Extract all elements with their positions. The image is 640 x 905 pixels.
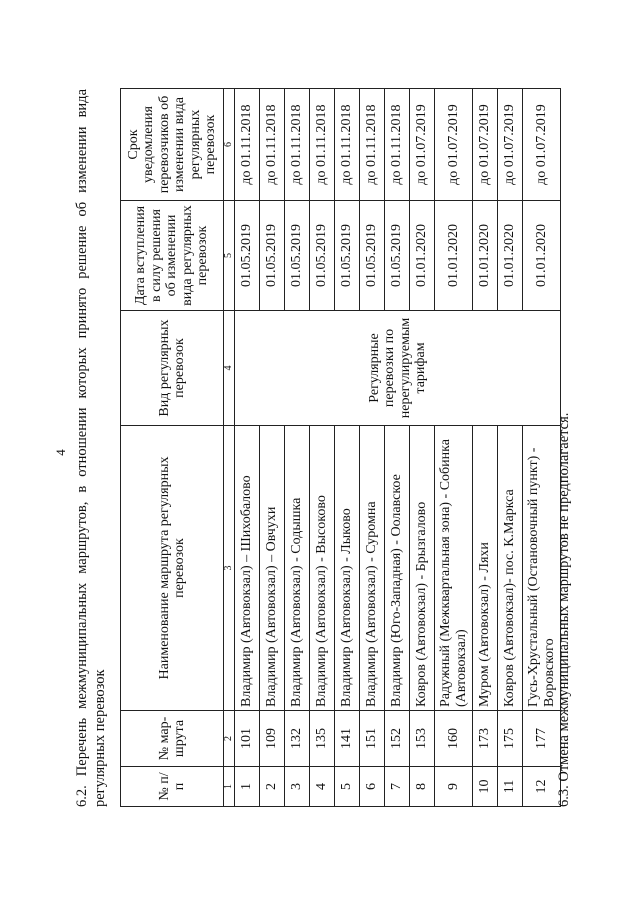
intro-line-1: 6.2. Перечень межмуниципальных маршрутов, в отношении которых принято решение об изменении вида bbox=[74, 89, 90, 807]
cell-deadline: до 01.11.2018 bbox=[335, 89, 360, 201]
cell-route-name: Ковров (Автовокзал)- пос. К.Маркса bbox=[498, 426, 523, 711]
page-number: 4 bbox=[53, 449, 68, 456]
cell-route: 101 bbox=[235, 711, 260, 767]
cell-number: 10 bbox=[473, 767, 498, 807]
table-row bbox=[285, 89, 310, 807]
cell-deadline: до 01.11.2018 bbox=[385, 89, 410, 201]
header-number: № п/п bbox=[121, 767, 224, 807]
table-row bbox=[335, 89, 360, 807]
table-row bbox=[235, 89, 260, 807]
cell-effective-date: 01.05.2019 bbox=[260, 201, 285, 311]
cell-route-name: Ковров (Автовокзал) - Брызгалово bbox=[410, 426, 435, 711]
header-route-name: Наименование маршрута регулярных перевозок bbox=[121, 426, 224, 711]
cell-route: 175 bbox=[498, 711, 523, 767]
cell-route: 160 bbox=[435, 711, 473, 767]
cell-deadline: до 01.07.2019 bbox=[410, 89, 435, 201]
cell-transport-kind: Регулярные перевозки по нерегулируемым тарифам bbox=[235, 311, 561, 426]
cell-effective-date: 01.01.2020 bbox=[498, 201, 523, 311]
cell-deadline: до 01.11.2018 bbox=[235, 89, 260, 201]
cell-route-name: Владимир (Автовокзал) - Содышка bbox=[285, 426, 310, 711]
cell-route: 141 bbox=[335, 711, 360, 767]
cell-number: 6 bbox=[360, 767, 385, 807]
cell-effective-date: 01.05.2019 bbox=[335, 201, 360, 311]
header-route-number: № мар-шрута bbox=[121, 711, 224, 767]
cell-effective-date: 01.01.2020 bbox=[410, 201, 435, 311]
cell-route: 109 bbox=[260, 711, 285, 767]
cell-route: 173 bbox=[473, 711, 498, 767]
cell-route-name: Владимир (Автовокзал) – Шихобалово bbox=[235, 426, 260, 711]
cell-deadline: до 01.11.2018 bbox=[310, 89, 335, 201]
cell-route-name: Владимир (Юго-Западная) - Оолавское bbox=[385, 426, 410, 711]
cell-deadline: до 01.07.2019 bbox=[523, 89, 561, 201]
cell-number: 12 bbox=[523, 767, 561, 807]
table-row bbox=[310, 89, 335, 807]
cell-effective-date: 01.05.2019 bbox=[360, 201, 385, 311]
section-intro bbox=[73, 89, 109, 807]
header-effective-date: Дата вступления в силу решения об изменении вида регулярных перевозок bbox=[121, 201, 224, 311]
cell-effective-date: 01.05.2019 bbox=[385, 201, 410, 311]
index-cell: 3 bbox=[224, 426, 235, 711]
table-row bbox=[410, 89, 435, 807]
cell-route: 132 bbox=[285, 711, 310, 767]
cell-number: 7 bbox=[385, 767, 410, 807]
table-header-row bbox=[121, 89, 224, 807]
cell-deadline: до 01.07.2019 bbox=[473, 89, 498, 201]
cell-effective-date: 01.05.2019 bbox=[285, 201, 310, 311]
cell-number: 11 bbox=[498, 767, 523, 807]
header-notice-deadline: Срок уведомления перевозчиков об изменении вида регулярных перевозок bbox=[121, 89, 224, 201]
footer-note: 6.3. Отмена межмуниципальных маршрутов не предполагается. bbox=[556, 412, 572, 807]
cell-number: 9 bbox=[435, 767, 473, 807]
cell-deadline: до 01.07.2019 bbox=[498, 89, 523, 201]
cell-route-name: Владимир (Автовокзал) - Лыково bbox=[335, 426, 360, 711]
cell-effective-date: 01.05.2019 bbox=[235, 201, 260, 311]
cell-number: 1 bbox=[235, 767, 260, 807]
table-row bbox=[435, 89, 473, 807]
routes-table bbox=[120, 88, 561, 807]
cell-route-name: Владимир (Автовокзал) - Суромна bbox=[360, 426, 385, 711]
cell-number: 2 bbox=[260, 767, 285, 807]
index-cell: 6 bbox=[224, 89, 235, 201]
intro-line-2: регулярных перевозок bbox=[92, 669, 108, 807]
cell-number: 4 bbox=[310, 767, 335, 807]
cell-route: 153 bbox=[410, 711, 435, 767]
cell-route: 177 bbox=[523, 711, 561, 767]
table-row bbox=[260, 89, 285, 807]
cell-effective-date: 01.01.2020 bbox=[435, 201, 473, 311]
header-transport-kind: Вид регулярных перевозок bbox=[121, 311, 224, 426]
table-row bbox=[360, 89, 385, 807]
cell-route-name: Владимир (Автовокзал) – Овчухи bbox=[260, 426, 285, 711]
cell-route: 151 bbox=[360, 711, 385, 767]
cell-route-name: Владимир (Автовокзал) - Высоково bbox=[310, 426, 335, 711]
table-index-row bbox=[224, 89, 235, 807]
cell-route: 135 bbox=[310, 711, 335, 767]
index-cell: 5 bbox=[224, 201, 235, 311]
cell-deadline: до 01.11.2018 bbox=[285, 89, 310, 201]
cell-route-name: Гусь-Хрустальный (Остановочный пункт) - Воровского bbox=[523, 426, 561, 711]
index-cell: 1 bbox=[224, 767, 235, 807]
cell-route-name: Радужный (Межквартальная зона) - Собинка (Автовокзал) bbox=[435, 426, 473, 711]
cell-number: 5 bbox=[335, 767, 360, 807]
index-cell: 4 bbox=[224, 311, 235, 426]
cell-deadline: до 01.07.2019 bbox=[435, 89, 473, 201]
cell-number: 8 bbox=[410, 767, 435, 807]
cell-number: 3 bbox=[285, 767, 310, 807]
table-row bbox=[498, 89, 523, 807]
table-row bbox=[473, 89, 498, 807]
cell-effective-date: 01.01.2020 bbox=[473, 201, 498, 311]
cell-deadline: до 01.11.2018 bbox=[260, 89, 285, 201]
index-cell: 2 bbox=[224, 711, 235, 767]
cell-deadline: до 01.11.2018 bbox=[360, 89, 385, 201]
cell-effective-date: 01.05.2019 bbox=[310, 201, 335, 311]
table-row bbox=[385, 89, 410, 807]
cell-route-name: Муром (Автовокзал) - Ляхи bbox=[473, 426, 498, 711]
cell-route: 152 bbox=[385, 711, 410, 767]
cell-effective-date: 01.01.2020 bbox=[523, 201, 561, 311]
